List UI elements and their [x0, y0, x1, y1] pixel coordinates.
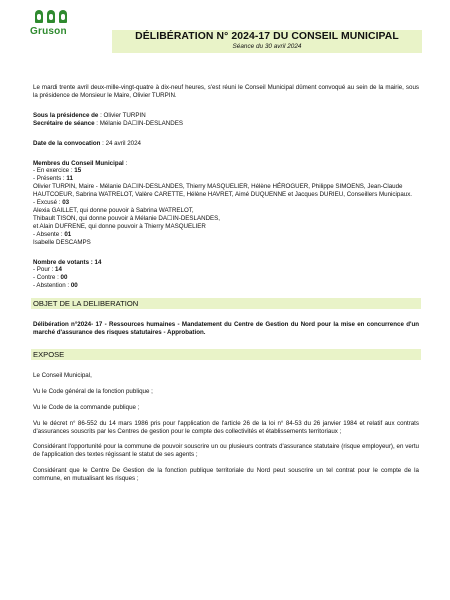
membres-label: Membres du Conseil Municipal	[33, 159, 124, 167]
expose-paragraph: Vu le Code de la commande publique ;	[33, 403, 140, 411]
presents-list: Olivier TURPIN, Maire - Mélanie DA☐IN-DESLANDES, Thierry MASQUELIER, Hélène HÉROGUER, Philippe SIMOENS, Jean-Claude HAUTCOEUR, Sabrina WATRELOT, Valère CARETTE, Hélène HAVRET, Aimé DUQUENNE et Jacques DURIEU, Conseillers Municipaux.	[33, 183, 413, 199]
absente-name: Isabelle DESCAMPS	[33, 238, 91, 246]
excuse-item: Alexia GAILLET, qui donne pouvoir à Sabrina WATRELOT,	[33, 206, 194, 214]
excuse-item: Thibault TISON, qui donne pouvoir à Mélanie DA☐IN-DESLANDES,	[33, 214, 221, 222]
document-subtitle: Séance du 30 avril 2024	[232, 43, 302, 50]
excuses-line	[33, 199, 419, 207]
logo-figures	[30, 10, 72, 23]
membres-heading	[33, 160, 419, 168]
expose-paragraph: Considérant l'opportunité pour la commune de pouvoir souscrire un ou plusieurs contrats d'assurance statutaire (risque employeur), en vertu de l'application des textes régissant le statut de ses agents ;	[33, 443, 419, 459]
logo-figure-icon	[47, 10, 55, 23]
objet-text: Délibération n°2024- 17 - Ressources humaines - Mandatement du Centre de Gestion du Nord pour la mise en concurrence d'un marché d'assurance des risques statutaires - Approbation.	[33, 321, 419, 337]
convocation-value: : 24 avril 2024	[100, 139, 141, 147]
secretaire-label: Secrétaire de séance	[33, 119, 95, 127]
secretaire-value: : Mélanie DA☐IN-DESLANDES	[94, 119, 183, 127]
expose-paragraph: Le Conseil Municipal,	[33, 371, 92, 379]
presents-line	[33, 175, 419, 183]
votants-heading: Nombre de votants : 14	[33, 258, 102, 266]
en-exercice-line	[33, 167, 419, 175]
gruson-logo	[30, 10, 72, 50]
presidence-value: : Olivier TURPIN	[98, 111, 146, 119]
convocation-line	[33, 140, 419, 148]
presents-label: - Présents :	[33, 175, 67, 183]
absente-value: 01	[64, 230, 72, 238]
secretaire-line	[33, 120, 419, 128]
abstention-line	[33, 282, 419, 290]
expose-section-heading: EXPOSE	[31, 349, 421, 360]
absente-line	[33, 231, 419, 239]
en-exercice-label: - En exercice :	[33, 167, 75, 175]
pour-line	[33, 266, 419, 274]
contre-label: - Contre :	[33, 274, 61, 282]
objet-section-heading: OBJET DE LA DELIBERATION	[31, 298, 421, 309]
membres-suffix: :	[123, 159, 128, 167]
pour-label: - Pour :	[33, 266, 56, 274]
contre-line	[33, 274, 419, 282]
presidence-line	[33, 112, 419, 120]
abstention-label: - Abstention :	[33, 282, 71, 290]
logo-figure-icon	[59, 10, 67, 23]
expose-paragraph: Considérant que le Centre De Gestion de la fonction publique territoriale du Nord peut souscrire un tel contrat pour le compte de la commune, en mutualisant les risques ;	[33, 467, 419, 483]
intro-paragraph: Le mardi trente avril deux-mille-vingt-quatre à dix-neuf heures, s'est réuni le Conseil Municipal dûment convoqué au sein de la mairie, sous la présidence de Monsieur le Maire, Olivier TURPIN.	[33, 84, 419, 99]
contre-value: 00	[60, 274, 68, 282]
excuses-label: - Excusé :	[33, 199, 63, 207]
presents-value: 11	[66, 175, 73, 183]
pour-value: 14	[55, 266, 62, 274]
expose-paragraph: Vu le Code général de la fonction publique ;	[33, 387, 153, 395]
excuse-item: et Alain DUFRENE, qui donne pouvoir à Thierry MASQUELIER	[33, 222, 206, 230]
excuses-value: 03	[62, 199, 70, 207]
presidence-label: Sous la présidence de	[33, 111, 99, 119]
logo-name: Gruson	[30, 26, 67, 37]
document-body	[33, 84, 419, 483]
absente-label: - Absente :	[33, 230, 65, 238]
document-title: DÉLIBÉRATION N° 2024-17 DU CONSEIL MUNICIPAL	[135, 31, 399, 42]
convocation-label: Date de la convocation	[33, 139, 101, 147]
abstention-value: 00	[70, 282, 78, 290]
expose-paragraph: Vu le décret n° 86-552 du 14 mars 1986 pris pour l'application de l'article 26 de la loi n° 84-53 du 26 janvier 1984 et relatif aux contrats d'assurances souscrits par les Centres de gestion pour le compte des collectivités et établissements territoriaux ;	[33, 419, 419, 435]
logo-figure-icon	[35, 10, 43, 23]
en-exercice-value: 15	[74, 167, 82, 175]
